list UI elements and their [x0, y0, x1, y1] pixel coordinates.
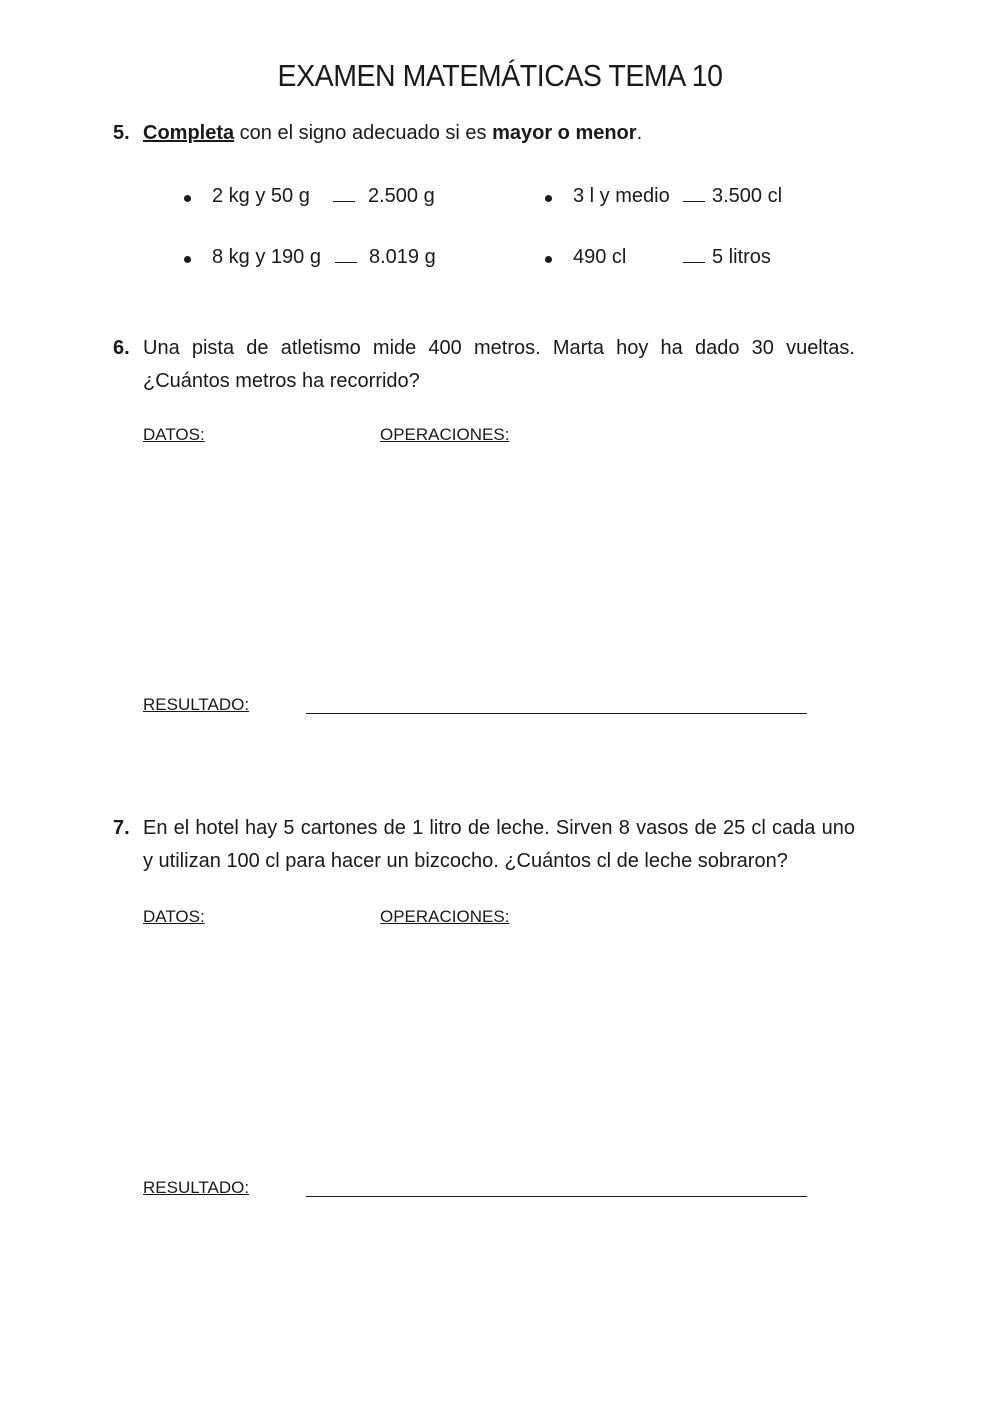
comparison-item-2: 3 l y medio	[573, 185, 670, 207]
question-text: Una pista de atletismo mide 400 metros. Marta hoy ha dado 30 vueltas. ¿Cuántos metros ha recorrido?	[143, 337, 855, 392]
datos-label: DATOS:	[143, 425, 205, 444]
resultado-label: RESULTADO:	[143, 1178, 250, 1197]
question-text: En el hotel hay 5 cartones de 1 litro de leche. Sirven 8 vasos de 25 cl cada uno y utilizan 100 cl para hacer un bizcocho. ¿Cuántos cl de leche sobraron?	[143, 817, 855, 872]
comparison-item-1-right: 2.500 g	[368, 185, 435, 207]
question-number: 7.	[113, 817, 130, 839]
blank-answer[interactable]	[335, 246, 357, 269]
question-text: Completa con el signo adecuado si es mayor o menor.	[143, 122, 643, 144]
comparison-item-4: 490 cl	[573, 246, 627, 268]
operaciones-label: OPERACIONES:	[380, 907, 510, 926]
resultado-label: RESULTADO:	[143, 695, 250, 714]
bullet-icon	[184, 195, 191, 202]
question-number: 6.	[113, 337, 130, 359]
comparison-item-2-right: 3.500 cl	[712, 185, 783, 207]
result-answer-line[interactable]	[306, 713, 807, 714]
instruction-keyword: Completa	[143, 122, 235, 144]
datos-label: DATOS:	[143, 907, 205, 926]
bullet-icon	[184, 256, 191, 263]
bullet-icon	[545, 256, 552, 263]
page-title: EXAMEN MATEMÁTICAS TEMA 10	[277, 58, 723, 93]
comparison-item-3: 8 kg y 190 g	[212, 246, 321, 268]
bullet-icon	[545, 195, 552, 202]
result-answer-line[interactable]	[306, 1196, 807, 1197]
comparison-item-4-right: 5 litros	[712, 246, 771, 268]
blank-answer[interactable]	[333, 185, 355, 208]
emphasis-text: mayor o menor	[492, 122, 637, 144]
blank-answer[interactable]	[683, 246, 705, 269]
question-number: 5.	[113, 122, 130, 144]
operaciones-label: OPERACIONES:	[380, 425, 510, 444]
comparison-item-3-right: 8.019 g	[369, 246, 436, 268]
comparison-item-1: 2 kg y 50 g	[212, 185, 310, 207]
blank-answer[interactable]	[683, 185, 705, 208]
